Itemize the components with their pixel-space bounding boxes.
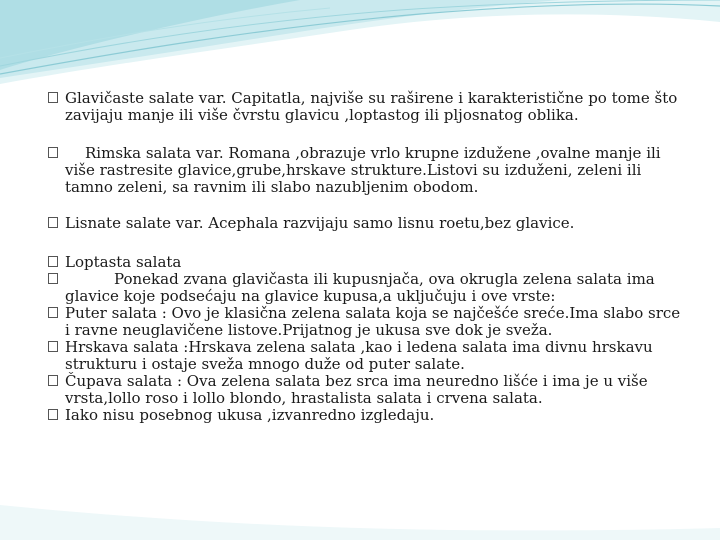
paragraph-text: Loptasta salata	[65, 253, 182, 271]
paragraph-text: Hrskava salata :Hrskava zelena salata ,kao i ledena salata ima divnu hrskavu strukturu i ostaje sveža mnogo duže od puter salate.	[65, 338, 653, 373]
paragraph-text: više rastresite glavice,grube,hrskave strukture.Listovi su izduženi, zeleni ili tamno zeleni, sa ravnim ili slabo nazubljenim obodom.	[65, 161, 642, 196]
paragraph-text: glavice koje podsećaju na glavice kupusa,a uključuju i ove vrste:	[65, 287, 556, 305]
list-item	[48, 305, 688, 339]
paragraph-text: Glavičaste salate var. Capitatla, najviše su raširene i karakteristične po tome što zavijaju manje ili više čvrstu glavicu ,loptastog ili pljosnatog oblika.	[65, 89, 678, 124]
bullet-box-icon	[48, 307, 58, 318]
paragraph-lead: Ponekad zvana glavičasta ili kupusnjača, ova okrugla zelena salata ima	[114, 270, 655, 288]
paragraph-lead: Rimska salata var. Romana ,obrazuje vrlo krupne izdužene ,ovalne manje ili	[85, 144, 661, 162]
list-item	[48, 339, 688, 373]
bullet-box-icon	[48, 217, 58, 228]
slide-body	[48, 90, 688, 424]
list-item	[48, 271, 688, 305]
bullet-box-icon	[48, 409, 58, 420]
paragraph-text: Puter salata : Ovo je klasična zelena salata koja se najčešće sreće.Ima slabo srce i ravne neuglavičene listove.Prijatnog je ukusa sve dok je sveža.	[65, 304, 681, 339]
bullet-box-icon	[48, 273, 58, 284]
bullet-box-icon	[48, 147, 58, 158]
list-item	[48, 90, 688, 124]
bullet-box-icon	[48, 256, 58, 267]
list-item	[48, 407, 688, 424]
list-item	[48, 145, 688, 196]
bullet-box-icon	[48, 341, 58, 352]
list-item	[48, 254, 688, 271]
paragraph-text: Čupava salata : Ova zelena salata bez srca ima neuredno lišće i ima je u više vrsta,lollo roso i lollo blondo, hrastalista salata i crvena salata.	[65, 372, 648, 407]
bullet-box-icon	[48, 92, 58, 103]
paragraph-text: Iako nisu posebnog ukusa ,izvanredno izgledaju.	[65, 406, 435, 424]
list-item	[48, 373, 688, 407]
paragraph-text: Lisnate salate var. Acephala razvijaju samo lisnu roetu,bez glavice.	[65, 214, 575, 232]
bullet-box-icon	[48, 375, 58, 386]
list-item	[48, 215, 688, 232]
